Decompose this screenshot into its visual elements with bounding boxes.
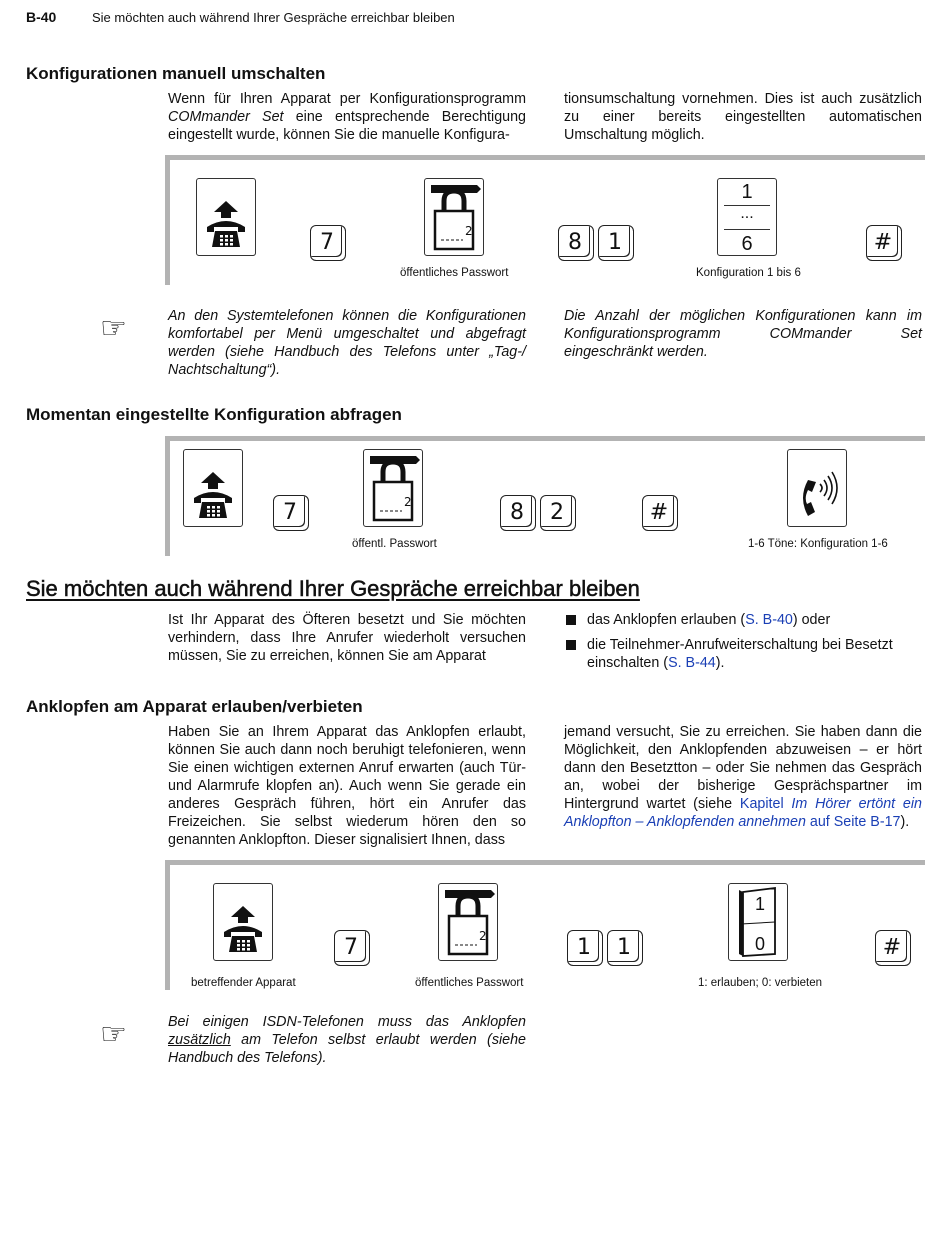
section3-text-col1: Haben Sie an Ihrem Apparat das Anklopfen erlaubt, können Sie auch dann noch beruhigt telefonieren, wenn Sie einen wichtigen externen Anruf erwarten (auch Tür- und Alarmrufe klopfen an). Auch wenn Sie gerade ein anderes Gespräch führen, hört ein Anrufer das Freizeichen. Sie selbst wiederum hören den so genannten Anklopfton. Dieser signalisiert Ihnen, dass (168, 724, 526, 848)
key-7: 7 (334, 930, 370, 966)
switch-on-label: 1 (754, 894, 765, 914)
padlock-icon (363, 449, 423, 527)
note-system-phones: An den Systemtelefonen können die Konfigurationen komfortabel per Menü umgeschaltet und abgefragt werden (siehe Handbuch des Telefons unter „Tag-/ Nachtschaltung“). (168, 308, 526, 378)
main-title: Sie möchten auch während Ihrer Gespräche erreichbar bleiben (26, 576, 640, 601)
link-b40[interactable]: S. B-40 (745, 612, 793, 628)
page-number: B-40 (26, 9, 57, 25)
switch-off-label: 0 (754, 934, 765, 954)
procedure-panel-config-switch (165, 155, 925, 285)
running-title: Sie möchten auch während Ihrer Gespräche erreichbar bleiben (92, 10, 455, 25)
caption-switch: 1: erlauben; 0: verbieten (698, 977, 823, 989)
caption-password: öffentliches Passwort (415, 977, 524, 989)
padlock-icon (424, 178, 484, 256)
config-card-middle: ... (740, 205, 754, 222)
key-hash: # (642, 495, 678, 531)
svg-text:2: 2 (465, 224, 473, 238)
bullet-marker (566, 615, 576, 625)
section-title-knocking: Anklopfen am Apparat erlauben/verbieten (26, 697, 363, 716)
key-1: 1 (567, 930, 603, 966)
handset-lift-icon (196, 178, 256, 256)
key-1: 1 (598, 225, 634, 261)
key-7: 7 (310, 225, 346, 261)
config-card-top: 1 (741, 181, 753, 203)
caption-password: öffentliches Passwort (400, 267, 509, 279)
caption-tones: 1-6 Töne: Konfiguration 1-6 (748, 538, 888, 550)
bullet-marker (566, 640, 576, 650)
rocker-switch-icon (728, 883, 788, 961)
caption-config-range: Konfiguration 1 bis 6 (696, 267, 801, 279)
config-card-bottom: 6 (741, 233, 753, 255)
caption-device: betreffender Apparat (191, 977, 296, 989)
main-intro: Ist Ihr Apparat des Öfteren besetzt und Sie möchten verhindern, dass Ihre Anrufer wiederholt versuchen müssen, Sie zu erreichen, können Sie am Apparat (168, 612, 526, 664)
section-title-config-switch: Konfigurationen manuell umschalten (26, 64, 326, 83)
procedure-panel-config-query (165, 436, 925, 556)
padlock-icon (438, 883, 498, 961)
config-range-card (717, 178, 777, 256)
section-title-config-query: Momentan eingestellte Konfiguration abfragen (26, 405, 402, 424)
handset-lift-icon (183, 449, 243, 527)
procedure-panel-knocking (165, 860, 925, 990)
caption-password-short: öffentl. Passwort (352, 538, 437, 550)
section1-text-col2: tionsumschaltung vornehmen. Dies ist auch zusätzlich zu einer bereits eingestellten automatischen Umschaltung möglich. (564, 91, 922, 143)
note-isdn-phones: Bei einigen ISDN-Telefonen muss das Anklopfen zusätzlich am Telefon selbst erlaubt werden (siehe Handbuch des Telefons). (168, 1014, 526, 1066)
key-1-second: 1 (607, 930, 643, 966)
section3-text-col2: jemand versucht, Sie zu erreichen. Sie haben dann die Möglichkeit, den Anklopfenden abzuweisen – er hört dann den Besetztton – oder Sie nehmen das Gespräch an, wobei der bisherige Gesprächspartner im Hintergrund wartet (siehe Kapitel Im Hörer ertönt ein Anklopfton – Anklopfenden annehmen auf Seite B-17). (564, 724, 923, 830)
key-8: 8 (558, 225, 594, 261)
key-2: 2 (540, 495, 576, 531)
bullet-allow-knocking: das Anklopfen erlauben (S. B-40) oder (587, 612, 831, 628)
svg-text:2: 2 (404, 495, 412, 509)
key-8: 8 (500, 495, 536, 531)
section1-text-col1: Wenn für Ihren Apparat per Konfigurationsprogramm COMmander Set eine entsprechende Berechtigung eingestellt wurde, können Sie die manuelle Konfigura- (168, 91, 526, 143)
link-chapter[interactable]: Kapitel Im Hörer ertönt ein Anklopfton – Anklopfenden annehmen auf Seite B-17 (564, 796, 923, 830)
bullet-call-forward: die Teilnehmer-Anrufweiterschaltung bei Besetzt einschalten (S. B-44). (587, 637, 893, 671)
link-b44[interactable]: S. B-44 (668, 655, 716, 671)
key-7: 7 (273, 495, 309, 531)
svg-text:2: 2 (479, 929, 487, 943)
key-hash: # (875, 930, 911, 966)
key-hash: # (866, 225, 902, 261)
pointing-hand-icon: ☞ (100, 312, 127, 345)
ringing-handset-icon (787, 449, 847, 527)
pointing-hand-icon: ☞ (100, 1018, 127, 1051)
handset-lift-icon (213, 883, 273, 961)
note-config-count: Die Anzahl der möglichen Konfigurationen kann im Konfigurationsprogramm COMmander Set eingeschränkt werden. (564, 308, 922, 360)
